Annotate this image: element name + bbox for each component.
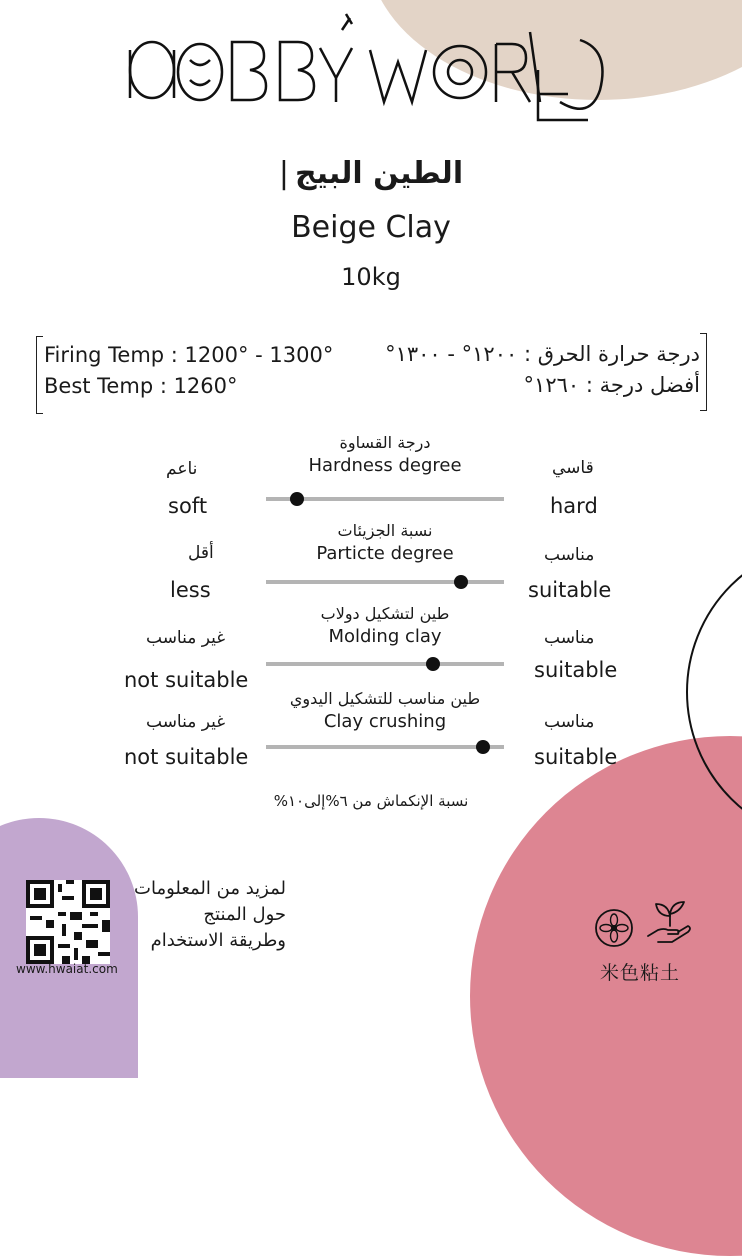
particle-slider-knob [454, 575, 468, 589]
pink-decor-shape [470, 736, 742, 1256]
particle-slider-track [266, 580, 504, 584]
property-particle-title: نسبة الجزيئات Particte degree [316, 521, 454, 564]
molding-right-en: suitable [534, 658, 618, 682]
website-link[interactable]: www.hwaiat.com [16, 962, 118, 976]
best-temp-en: Best Temp : 1260° [44, 374, 238, 398]
plant-hand-icon [646, 898, 694, 948]
product-name-jp: 米色粘土 [600, 962, 681, 984]
crushing-left-ar: غير مناسب [146, 712, 226, 732]
property-crushing-title: طين مناسب للتشكيل اليدوي Clay crushing [289, 689, 481, 732]
molding-left-en: not suitable [124, 668, 249, 692]
flower-icon [594, 908, 634, 948]
crushing-left-en: not suitable [124, 745, 249, 769]
temp-bracket-right [700, 333, 707, 411]
particle-left-en: less [170, 578, 211, 602]
product-name-en: Beige Clay [291, 210, 451, 245]
molding-right-ar: مناسب [544, 628, 595, 648]
molding-slider-knob [426, 657, 440, 671]
crushing-slider-track [266, 745, 504, 749]
molding-slider-track [266, 662, 504, 666]
hobby-world-logo [120, 10, 620, 130]
particle-right-en: suitable [528, 578, 612, 602]
crushing-right-en: suitable [534, 745, 618, 769]
product-weight: 10kg [341, 263, 401, 291]
hardness-right-ar: قاسي [552, 458, 594, 478]
hardness-slider-knob [290, 492, 304, 506]
crushing-slider-knob [476, 740, 490, 754]
hardness-left-en: soft [168, 494, 208, 518]
property-hardness-title: درجة القساوة Hardness degree [308, 433, 462, 476]
hardness-right-en: hard [550, 494, 598, 518]
crushing-right-ar: مناسب [544, 712, 595, 732]
firing-temp-ar: درجة حرارة الحرق : ١٢٠٠° - ١٣٠٠° [385, 342, 700, 366]
shrinkage-rate: نسبة الإنكماش من ٦%إلى١٠% [273, 792, 469, 810]
logo-text: HOBBY WORLD [366, 126, 374, 127]
temp-bracket-left [36, 336, 43, 414]
particle-right-ar: مناسب [544, 545, 595, 565]
best-temp-ar: أفضل درجة : ١٢٦٠° [523, 373, 700, 397]
hardness-slider-track [266, 497, 504, 501]
more-info-text: لمزيد من المعلومات حول المنتج وطريقة الاستخدام [134, 878, 286, 951]
particle-left-ar: أقل [188, 543, 214, 563]
firing-temp-en: Firing Temp : 1200° - 1300° [44, 343, 334, 367]
hardness-left-ar: ناعم [166, 459, 198, 479]
product-name-ar: الطين البيج| [278, 156, 464, 191]
property-molding-title: طين لتشكيل دولاب Molding clay [320, 604, 450, 647]
qr-code[interactable] [26, 880, 110, 964]
molding-left-ar: غير مناسب [146, 628, 226, 648]
